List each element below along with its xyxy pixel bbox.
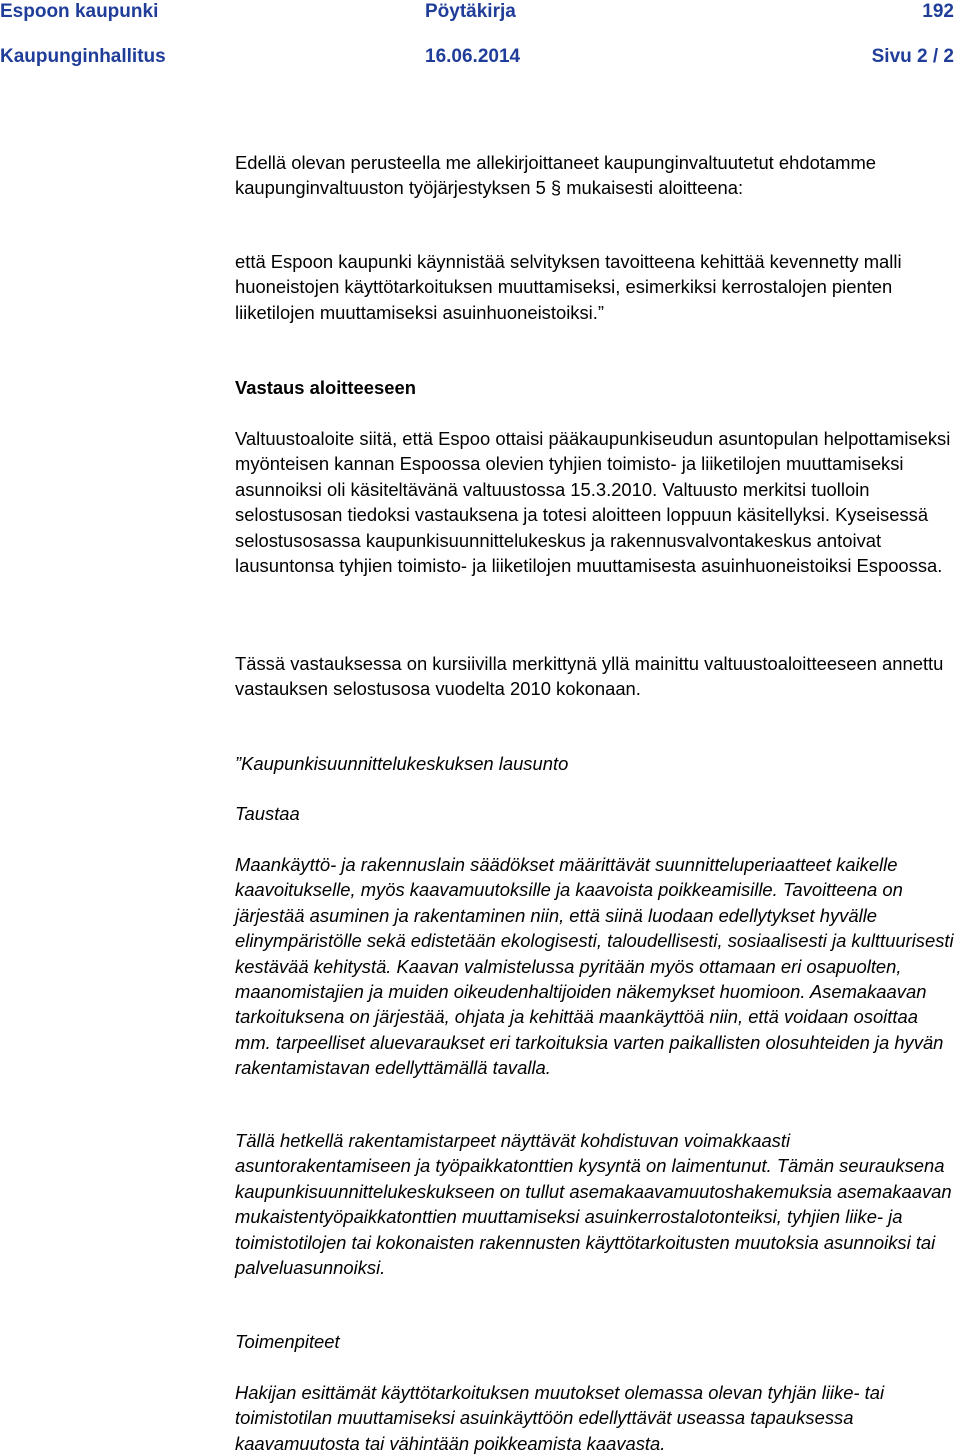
statement-heading: ”Kaupunkisuunnittelukeskuksen lausunto bbox=[235, 753, 569, 774]
measures-paragraph: Hakijan esittämät käyttötarkoituksen muutokset olemassa olevan tyhjän liike- tai toimistotilan muuttamiseksi asuinkäyttöön edellyttävät useassa tapauksessa kaavamuutosta tai vähintään poikkeamista kaavasta. bbox=[235, 1382, 885, 1454]
measures-heading: Toimenpiteet bbox=[235, 1331, 340, 1352]
organization-name: Espoon kaupunki bbox=[0, 1, 159, 22]
answer-paragraph-1: Valtuustoaloite siitä, että Espoo ottaisi pääkaupunkiseudun asuntopulan helpottamiseksi myönteisen kannan Espoossa olevien tyhjien toimisto- ja liiketilojen muuttamiseksi asunnoiksi oli käsiteltävänä valtuustossa 15.3.2010. Valtuusto merkitsi tuolloin selostusosan tiedoksi vastauksena ja totesi aloitteen loppuun käsitellyksi. Kyseisessä selostusosassa kaupunkisuunnittelukeskus ja rakennusvalvontakeskus antoivat lausuntonsa tyhjien toimisto- ja liiketilojen muuttamisesta asuinhuoneistoiksi Espoossa. bbox=[235, 428, 951, 577]
section-number: 192 bbox=[922, 1, 954, 22]
intro-paragraph: Edellä olevan perusteella me allekirjoittaneet kaupunginvaltuutetut ehdotamme kaupunginvaltuuston työjärjestyksen 5 § mukaisesti aloitteena: bbox=[235, 152, 877, 199]
governing-body: Kaupunginhallitus bbox=[0, 46, 166, 67]
background-paragraph-1: Maankäyttö- ja rakennuslain säädökset määrittävät suunnitteluperiaatteet kaikelle kaavoitukselle, myös kaavamuutoksille ja kaavoista poikkeamisille. Tavoitteena on järjestää asuminen ja rakentaminen niin, että siinä luodaan edellytykset hyvälle elinympäristölle sekä edistetään ekologisesti, taloudellisesti, sosiaalisesti ja kulttuurisesti kestävää kehitystä. Kaavan valmistelussa pyritään myös ottamaan eri osapuolten, maanomistajien ja muiden oikeudenhaltijoiden näkemykset huomioon. Asemakaavan tarkoituksena on järjestää, ohjata ja kehittää maankäyttöä niin, että voidaan osoittaa mm. tarpeelliset aluevaraukset eri tarkoituksia varten paikallisten olosuhteiden ja hyvän rakentamistavan edellyttämällä tavalla. bbox=[235, 854, 954, 1079]
background-heading: Taustaa bbox=[235, 803, 300, 824]
answer-heading: Vastaus aloitteeseen bbox=[235, 377, 416, 398]
document-type: Pöytäkirja bbox=[425, 1, 516, 22]
meeting-date: 16.06.2014 bbox=[425, 46, 521, 67]
answer-paragraph-2: Tässä vastauksessa on kursiivilla merkittynä yllä mainittu valtuustoaloitteeseen annettu vastauksen selostusosa vuodelta 2010 kokonaan. bbox=[235, 653, 944, 700]
page-indicator: Sivu 2 / 2 bbox=[871, 46, 954, 67]
proposal-paragraph: että Espoon kaupunki käynnistää selvityksen tavoitteena kehittää kevennetty malli huoneistojen käyttötarkoituksen muuttamiseksi, esimerkiksi kerrostalojen pienten liiketilojen muuttamiseksi asuinhuoneistoiksi.” bbox=[235, 251, 902, 323]
header-row-top bbox=[0, 1, 960, 27]
header-row-bottom bbox=[0, 46, 960, 72]
background-paragraph-2: Tällä hetkellä rakentamistarpeet näyttävät kohdistuvan voimakkaasti asuntorakentamiseen ja työpaikkatonttien kysyntä on laimentunut. Tämän seurauksena kaupunkisuunnittelukeskukseen on tullut asemakaavamuutoshakemuksia asemakaavan mukaistentyöpaikkatonttien muuttamiseksi asuinkerrostalotonteiksi, tyhjien liike- ja toimistotilojen tai kokonaisten rakennusten käyttötarkoitusten muutoksia asunnoiksi tai palveluasunnoiksi. bbox=[235, 1130, 952, 1279]
